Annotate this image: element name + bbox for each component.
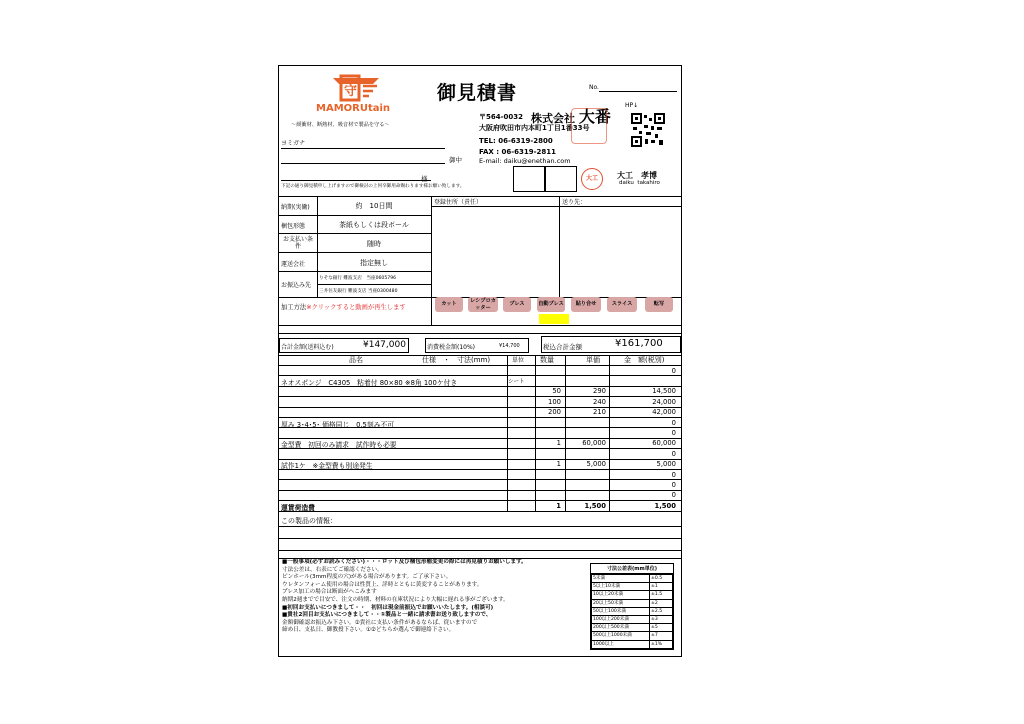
company-email: E-mail: daiku@enethan.com (479, 157, 571, 165)
tolerance-range: 50以上100未満 (592, 607, 650, 615)
tolerance-row (592, 624, 673, 632)
row-amount: 42,000 (652, 408, 676, 417)
tax-label: 消費税金額(10%) (427, 344, 476, 351)
row-amount: 0 (671, 428, 676, 437)
tolerance-row (592, 632, 673, 640)
tolerance-value: ±5 (650, 624, 673, 632)
note-line: ■一般事項(必ずお読みください)・・・ロット及び梱包形態変更の際には再見積りお願いします。 (282, 559, 527, 565)
tolerance-value: ±1 (650, 583, 673, 591)
ship-to-label: 送り先： (562, 199, 587, 206)
hp-label: HP↓ (625, 102, 639, 109)
tolerance-row (592, 599, 673, 607)
row-qty: 100 (548, 397, 561, 406)
info-value-lead-time: 約 10日間 (355, 202, 393, 210)
note-line: ■貴社2回目お支払いにつきまして・・①製品と一緒に請求書お送り致しますので、 (282, 612, 492, 619)
general-notes (282, 559, 587, 635)
info-label-carrier: 運送会社 (281, 261, 306, 268)
postal-code: 〒564-0032 (479, 113, 523, 121)
row-amount: 60,000 (652, 439, 676, 448)
grand-total-value: ¥161,700 (615, 338, 663, 349)
mamorutain-logo-icon (331, 72, 381, 102)
onchu-label: 御中 (449, 156, 462, 164)
tolerance-value: ±2.5 (650, 607, 673, 615)
sama-label: 様 (421, 175, 428, 183)
process-auto-press-button[interactable]: 自動プレス (537, 297, 565, 312)
tolerance-row (592, 591, 673, 599)
tolerance-range: 5以上10未満 (592, 583, 650, 591)
company-seal-icon (571, 108, 607, 144)
process-label: 加工方法※クリックすると動画が再生します (281, 304, 406, 311)
info-label-payment: お支払い条件 (282, 236, 313, 250)
row-qty: 1 (556, 501, 561, 510)
row-price: 290 (593, 387, 606, 396)
auto-press-highlight (539, 314, 569, 324)
row-amount: 0 (671, 418, 676, 427)
header-price: 単価 (586, 356, 600, 364)
note-line: ピンホール(3mm程度の穴)がある場合があります。ご了承下さい。 (282, 574, 452, 581)
note-line: 締め日、支払日、御教授下さい。①②どちらか選んで御連絡下さい。 (282, 627, 455, 634)
info-label-packing: 梱包形態 (281, 223, 306, 230)
row-amount: 14,500 (652, 387, 676, 396)
tolerance-value: ±1.5 (650, 591, 673, 599)
header-spec: 仕様 ・ 寸法(mm) (422, 356, 491, 364)
note-line: 寸法公差は、右表にてご確認ください。 (282, 566, 383, 573)
page-title: 御見積書 (437, 82, 518, 104)
note-line: 金額御確認お振込み下さい。②貴社に支払い条件があるならば、従いますので (282, 619, 478, 626)
grand-total-label: 税込合計金額 (543, 343, 582, 351)
row-name: 運賃荷造費 (281, 503, 315, 512)
svg-text:守: 守 (344, 84, 358, 99)
note-line: ウレタンフォーム使用の場合は性質上、詳時とともに黄変することがあります。 (282, 581, 483, 588)
tolerance-value: ±3 (650, 615, 673, 623)
header-qty: 数量 (540, 356, 554, 364)
estimate-sheet (278, 65, 682, 657)
subtotal-value: ¥147,000 (363, 340, 406, 350)
tolerance-value: ±1% (650, 640, 673, 648)
row-amount: 0 (671, 366, 676, 375)
tolerance-range: 20以上50未満 (592, 599, 650, 607)
tolerance-value: ±0.5 (650, 575, 673, 583)
tolerance-row (592, 575, 673, 583)
row-name: 試作1ケ ※金型費も別途発生 (281, 462, 373, 471)
tolerance-range: 200以上500未満 (592, 624, 650, 632)
items-table (279, 355, 681, 515)
person-name: 大工 孝博 (617, 171, 657, 180)
tolerance-row (592, 615, 673, 623)
tolerance-range: 1000以上 (592, 640, 650, 648)
slogan: ～緩衝材、断熱材、吸音材で製品を守る～ (291, 122, 390, 128)
process-slice-button[interactable]: スライス (607, 297, 637, 312)
person-roman: daiku takahiro (619, 180, 660, 186)
subtotal-label: 合計金額(送料込む) (281, 344, 334, 351)
company-tel: TEL: 06-6319-2800 (479, 137, 553, 145)
stamp-box-2 (545, 166, 577, 192)
row-amount: 24,000 (652, 397, 676, 406)
row-price: 240 (593, 397, 606, 406)
note-line: 納期2週までで目安で、注文の時期、材料の在庫状況により大幅に遅れる事がございます。 (282, 596, 509, 603)
row-amount: 1,500 (654, 501, 676, 510)
qr-code-icon[interactable] (631, 113, 665, 147)
tolerance-value: ±7 (650, 632, 673, 640)
row-qty: 50 (552, 387, 561, 396)
note-line: ■初回お支払いにつきまして・・ 初回は現金前振込でお願いいたします。(相談可) (282, 604, 494, 611)
row-price: 5,000 (586, 460, 606, 469)
row-price: 60,000 (582, 439, 606, 448)
row-name: ネオスポンジ C4305 粘着付 80×80 ※8角 100ケ付き (281, 378, 458, 387)
row-amount: 5,000 (656, 460, 676, 469)
tolerance-range: 5未満 (592, 575, 650, 583)
row-price: 1,500 (584, 501, 606, 510)
process-transfer-button[interactable]: 転写 (645, 297, 673, 312)
row-name: 金型費 初回のみ請求 試作時も必要 (281, 441, 397, 450)
tolerance-row (592, 583, 673, 591)
note-line: プレス加工の場合は断面がへこみます (282, 589, 377, 596)
tolerance-row (592, 607, 673, 615)
row-amount: 0 (671, 470, 676, 479)
tax-value: ¥14,700 (499, 343, 520, 349)
company-fax: FAX : 06-6319-2811 (479, 148, 556, 156)
reg-address-label: 登録住所（責任） (434, 199, 483, 206)
header-unit: 単位 (512, 357, 525, 364)
row-price: 210 (593, 408, 606, 417)
row-name: 厚み 3･4･5･ 価格同じ 0.5刻み不可 (281, 420, 395, 429)
row-qty: 1 (556, 439, 561, 448)
info-label-lead-time: 納期(実働) (281, 204, 310, 211)
no-label: No. (589, 84, 599, 91)
row-unit: シート (508, 378, 525, 385)
process-cut-button[interactable]: カット (435, 297, 463, 312)
tolerance-range: 100以上200未満 (592, 615, 650, 623)
header-amount: 金 額(税別) (624, 356, 665, 364)
tolerance-table (590, 563, 674, 650)
stamp-box-1 (513, 166, 545, 192)
process-press-button[interactable]: プレス (503, 297, 531, 312)
company-address: 大阪府吹田市内本町1丁目1番33号 (479, 124, 590, 132)
product-info-label: この製品の情報： (281, 517, 337, 525)
bank-1: りそな銀行 難波支店 当座0605796 (319, 276, 397, 281)
row-amount: 0 (671, 449, 676, 458)
row-amount: 0 (671, 491, 676, 500)
customer-note: 下記の通り御見積申し上げますので御検討の上何卒御用命賜わります様お願い致します。 (281, 184, 465, 189)
row-amount: 0 (671, 480, 676, 489)
row-qty: 200 (548, 408, 561, 417)
tolerance-row (592, 640, 673, 648)
furigana-label: ヨミガナ (281, 140, 306, 147)
company-name: 株式会社 大番 (531, 107, 611, 126)
tolerance-value: ±2 (650, 599, 673, 607)
tolerance-range: 10以上20未満 (592, 591, 650, 599)
tolerance-title: 寸法公差表(mm単位) (591, 564, 673, 574)
bank-2: 三井住友銀行 難波支店 当座0300480 (319, 289, 398, 294)
info-value-payment: 随時 (367, 240, 381, 248)
info-value-carrier: 指定無し (360, 259, 388, 267)
row-qty: 1 (556, 460, 561, 469)
info-value-packing: 茶紙もしくは段ボール (339, 221, 409, 229)
logo-text: MAMORUtain (316, 103, 391, 114)
info-label-bank: お振込み先 (281, 282, 312, 289)
process-recipro-button[interactable]: レシプロカッター (468, 297, 498, 312)
process-laminate-button[interactable]: 貼り合せ (571, 297, 601, 312)
header-name: 品名 (349, 356, 363, 364)
person-seal-icon: 大工 (581, 168, 603, 190)
tolerance-range: 500以上1000未満 (592, 632, 650, 640)
